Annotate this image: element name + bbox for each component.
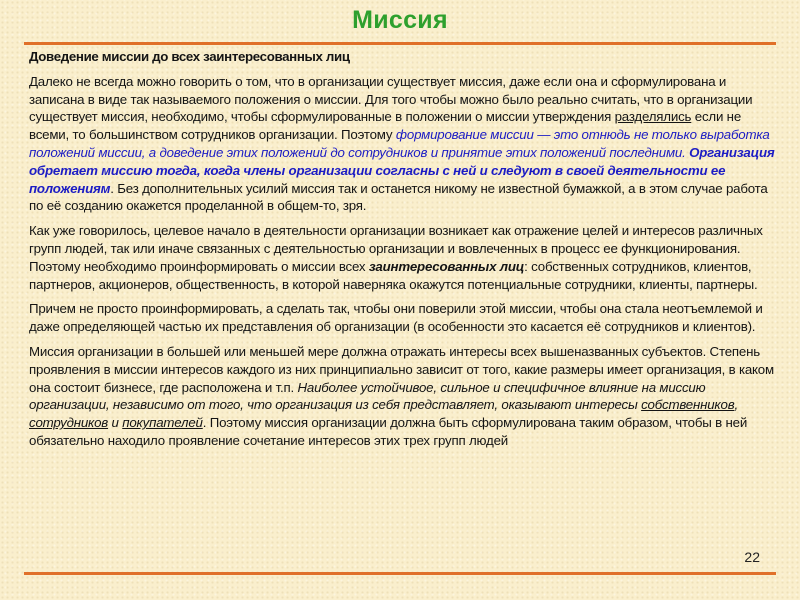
paragraph-2 [29,222,777,293]
bottom-divider [24,572,776,575]
top-divider [24,42,776,45]
paragraph-3 [29,300,777,336]
paragraph-1 [29,73,777,215]
p1-italic-emphasis: формирование миссии — это отнюдь не только выработка положений миссии, а доведение этих положений до сотрудников и принятие этих положений последними. [29,127,770,160]
p4-owners: собственников [641,397,735,413]
p4-and: и [108,415,123,431]
p4-text-1: Миссия организации в большей или меньшей мере должна отражать интересы всех вышеназванных субъектов. Степень проявления в миссии интересов каждого из них принципиально зависит от того, какие размеры имеет организация, в каком она состоит бизнесе, где расположена и т.п. [29,343,774,395]
p2-text-1: Как уже говорилось, целевое начало в деятельности организации возникает как отражение целей и интересов различных групп людей, так или иначе связанных с деятельностью организации и вовлеченных в процесс ее функционирования. Поэтому необходимо проинформировать о миссии всех [29,223,763,274]
p1-text-3: . Без дополнительных усилий миссия так и останется никому не известной бумажкой, а в этом случае работа по её созданию окажется проделанной в общем-то, зря. [29,180,768,214]
p2-text-2: : собственных сотрудников, клиентов, партнеров, акционеров, общественность, в которой наверняка окажутся потенциальные сотрудники, клиенты, партнеры. [29,258,758,292]
p1-text-1: Далеко не всегда можно говорить о том, что в организации существует миссия, даже если она и сформулирована и записана в виде так называемого положения о миссии. Для того чтобы можно было реально считать, что в организации существует миссия, необходимо, чтобы сформулированные в положении о миссии утверждения [29,73,753,125]
p2-stakeholders-emphasis: заинтересованных лиц [368,258,525,274]
section-subtitle: Доведение миссии до всех заинтересованных лиц [29,49,350,64]
p3-text-1: Причем не просто проинформировать, а сделать так, чтобы они поверили этой миссии, чтобы она стала неотъемлемой и даже определяющей частью их представления об организации (в особенности это касается её сотрудников и клиентов). [29,301,763,335]
p1-text-2: если не всеми, то большинством сотрудников организации. Поэтому [29,109,742,143]
p1-bold-emphasis: Организация обретает миссию тогда, когда члены организации согласны с ней и следуют в своей деятельности ее положениям [29,144,775,196]
p4-employees: сотрудников [29,415,109,431]
p4-text-2: . Поэтому миссия организации должна быть сформулирована таким образом, чтобы в ней обязательно находило проявление сочетание интересов этих трех групп людей [29,415,748,448]
paragraph-4 [29,343,777,450]
slide-title: Миссия [352,6,448,34]
p4-italic-emphasis: Наиболее устойчивое, сильное и специфичное влияние на миссию организации, независимо от того, что организация из себя представляет, оказывают интересы [29,379,706,413]
p4-comma: , [734,397,738,413]
page-number: 22 [744,549,760,565]
p4-customers: покупателей [122,415,203,431]
p1-underlined-word: разделялись [614,109,692,125]
slide-body [29,48,777,457]
